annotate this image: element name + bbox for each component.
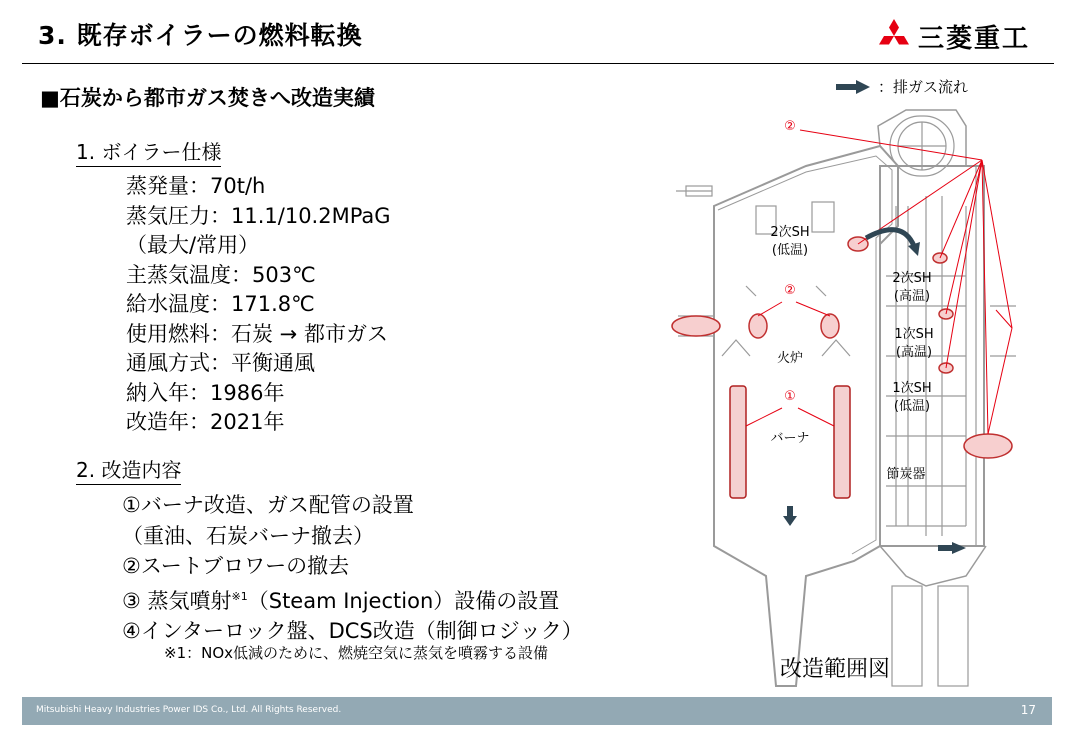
modification-item: ②スートブロワーの撤去	[122, 554, 350, 578]
legend-label: ：排ガス流れ	[878, 78, 969, 96]
modification-item: （重油、石炭バーナ撤去）	[122, 523, 374, 548]
spec-list	[126, 172, 391, 438]
section-title: ■石炭から都市ガス焚きへ改造実績	[40, 86, 375, 110]
spec-item: （最大/常用）	[126, 233, 260, 257]
label-sh2-high: 2次SH	[892, 271, 932, 286]
copyright-text: Mitsubishi Heavy Industries Power IDS Co., Ltd. All Rights Reserved.	[36, 705, 342, 715]
page-number: 17	[1020, 703, 1036, 717]
flue-gas-arrow-icon	[836, 80, 870, 94]
label-sh1-low-sub: (低温)	[893, 399, 931, 414]
spec-item: 主蒸気温度：503℃	[126, 262, 316, 287]
label-economizer: 節炭器	[886, 467, 926, 482]
flue-gas-legend	[836, 76, 968, 97]
spec-item: 蒸発量：70t/h	[126, 174, 266, 198]
boiler-modification-diagram	[666, 106, 1046, 688]
modification-heading: 2. 改造内容	[76, 454, 181, 485]
modification-item-3	[122, 582, 583, 617]
marker-2-mid: ②	[784, 283, 796, 298]
spec-item: 納入年：1986年	[126, 380, 285, 405]
three-diamonds-logo-icon	[876, 19, 912, 53]
company-logo	[876, 18, 1030, 54]
title-divider	[22, 63, 1054, 64]
footnote-ref: ※1	[231, 589, 248, 603]
marker-1: ①	[784, 389, 796, 404]
label-sh1-high: 1次SH	[894, 327, 934, 342]
diagram-caption: 改造範囲図	[780, 657, 891, 682]
spec-item: 改造年：2021年	[126, 410, 285, 434]
item3-suffix: （Steam Injection）設備の設置	[247, 588, 560, 613]
spec-item: 蒸気圧力：11.1/10.2MPaG	[126, 203, 391, 228]
slide-title: 3. 既存ボイラーの燃料転換	[38, 21, 363, 50]
footer-bar	[22, 697, 1052, 725]
modification-list	[122, 490, 583, 647]
label-sh2-high-sub: (高温)	[893, 289, 931, 304]
modification-item: ①バーナ改造、ガス配管の設置	[122, 493, 414, 517]
item3-prefix: ③ 蒸気噴射	[122, 588, 232, 613]
label-sh1-low: 1次SH	[892, 381, 932, 396]
flow-arrows	[783, 230, 966, 554]
spec-heading: 1. ボイラー仕様	[76, 136, 221, 167]
spec-item: 通風方式：平衡通風	[126, 351, 315, 375]
label-sh2-low: 2次SH	[770, 225, 810, 240]
spec-item: 使用燃料：石炭 → 都市ガス	[126, 321, 388, 346]
label-sh1-high-sub: (高温)	[895, 345, 933, 360]
label-burner: バーナ	[770, 431, 810, 446]
marker-2-top: ②	[784, 119, 796, 134]
label-furnace: 火炉	[776, 351, 804, 366]
logo-text: 三菱重工	[918, 23, 1031, 54]
footnote: ※1：NOx低減のために、燃焼空気に蒸気を噴霧する設備	[164, 644, 549, 662]
modification-item: ④インターロック盤、DCS改造（制御ロジック）	[122, 619, 583, 643]
label-sh2-low-sub: (低温)	[771, 243, 809, 258]
spec-item: 給水温度：171.8℃	[126, 292, 315, 316]
